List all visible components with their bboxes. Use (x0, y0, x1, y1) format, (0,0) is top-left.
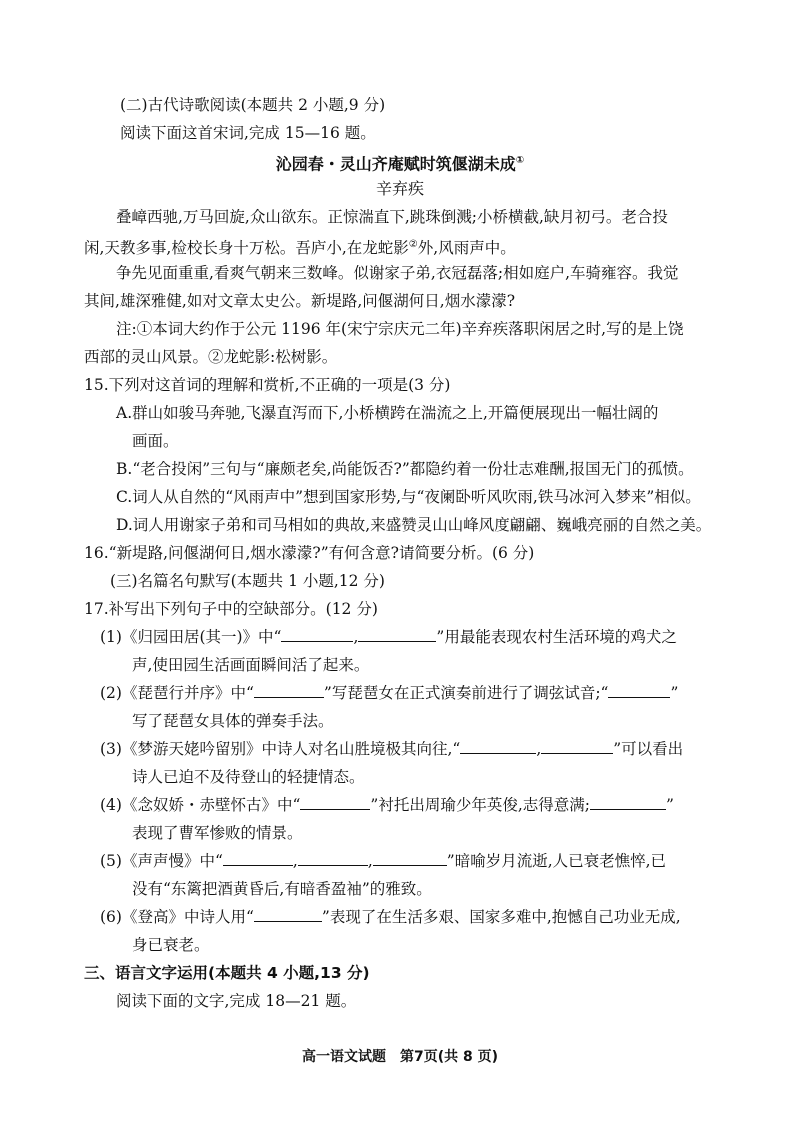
poem-author: 辛弃疾 (375, 179, 424, 198)
poem-line: 叠嶂西驰,万马回旋,众山欲东。正惊湍直下,跳珠倒溅;小桥横截,缺月初弓。老合投 (116, 208, 668, 226)
poem-line: 争先见面重重,看爽气朝来三数峰。似谢家子弟,衣冠磊落;相如庭户,车骑雍容。我觉 (116, 264, 679, 282)
answer-blank[interactable] (460, 739, 536, 754)
answer-blank[interactable] (254, 683, 324, 698)
fill-item-4: (4)《念奴娇・赤壁怀古》中“ ”衬托出周瑜少年英俊,志得意满; ” (100, 796, 674, 814)
option-a-cont: 画面。 (132, 432, 179, 450)
fill-item-2: (2)《琵琶行并序》中“ ”写琵琶女在正式演奏前进行了调弦试音;“ ” (100, 684, 679, 702)
question-15-stem: 15.下列对这首词的理解和赏析,不正确的一项是(3 分) (84, 376, 451, 394)
fill-item-1: (1)《归园田居(其一)》中“ , ”用最能表现农村生活环境的鸡犬之 (100, 628, 677, 646)
option-b: B.“老合投闲”三句与“廉颇老矣,尚能饭否?”都隐约着一份壮志难酬,报国无门的孤愤。 (116, 460, 694, 478)
fill-item-5: (5)《声声慢》中“ , , ”暗喻岁月流逝,人已衰老憔悴,已 (100, 852, 667, 870)
option-c: C.词人从自然的“风雨声中”想到国家形势,与“夜阑卧听风吹雨,铁马冰河入梦来”相似。 (116, 488, 701, 506)
fill-item-3-cont: 诗人已迫不及待登山的轻捷情态。 (132, 768, 365, 786)
poem-title: 沁园春・灵山齐庵赋时筑偃湖未成① (275, 154, 525, 174)
answer-blank[interactable] (358, 627, 436, 642)
section-instruction: 阅读下面这首宋词,完成 15—16 题。 (120, 124, 376, 142)
answer-blank[interactable] (298, 851, 368, 866)
answer-blank[interactable] (373, 851, 447, 866)
fill-item-2-cont: 写了琵琶女具体的弹奏手法。 (132, 712, 334, 730)
answer-blank[interactable] (254, 907, 322, 922)
poem-line: 其间,雄深雅健,如对文章太史公。新堤路,问偃湖何日,烟水濛濛? (84, 292, 516, 310)
section-heading: (二)古代诗歌阅读(本题共 2 小题,9 分) (120, 96, 386, 114)
answer-blank[interactable] (590, 795, 666, 810)
fill-item-4-cont: 表现了曹军惨败的情景。 (132, 824, 303, 842)
question-16-stem: 16.“新堤路,问偃湖何日,烟水濛濛?”有何含意?请简要分析。(6 分) (84, 544, 535, 562)
option-a: A.群山如骏马奔驰,飞瀑直泻而下,小桥横跨在湍流之上,开篇便展现出一幅壮阔的 (116, 404, 659, 422)
poem-note: 西部的灵山风景。②龙蛇影:松树影。 (84, 348, 338, 366)
answer-blank[interactable] (300, 795, 370, 810)
fill-item-6-cont: 身已衰老。 (132, 936, 210, 954)
fill-item-6: (6)《登高》中诗人用“ ”表现了在生活多艰、国家多难中,抱憾自己功业无成, (100, 908, 681, 926)
page-footer: 高一语文试题 第7页(共 8 页) (301, 1049, 499, 1065)
note-marker: ① (515, 155, 525, 166)
answer-blank[interactable] (281, 627, 353, 642)
answer-blank[interactable] (608, 683, 670, 698)
poem-line: 闲,天教多事,检校长身十万松。吾庐小,在龙蛇影②外,风雨声中。 (84, 239, 516, 258)
fill-item-5-cont: 没有“东篱把酒黄昏后,有暗香盈袖”的雅致。 (132, 880, 432, 898)
note-marker: ② (408, 239, 418, 250)
option-d: D.词人用谢家子弟和司马相如的典故,来盛赞灵山山峰风度翩翩、巍峨亮丽的自然之美。 (116, 516, 712, 534)
part-heading: 三、语言文字运用(本题共 4 小题,13 分) (84, 964, 370, 982)
section-heading: (三)名篇名句默写(本题共 1 小题,12 分) (110, 572, 385, 590)
answer-blank[interactable] (223, 851, 293, 866)
fill-item-1-cont: 声,使田园生活画面瞬间活了起来。 (132, 656, 370, 674)
answer-blank[interactable] (541, 739, 613, 754)
part-instruction: 阅读下面的文字,完成 18—21 题。 (116, 992, 357, 1010)
poem-note: 注:①本词大约作于公元 1196 年(宋宁宗庆元二年)辛弃疾落职闲居之时,写的是上饶 (116, 320, 684, 338)
question-17-stem: 17.补写出下列句子中的空缺部分。(12 分) (84, 600, 378, 618)
fill-item-3: (3)《梦游天姥吟留别》中诗人对名山胜境极其向往,“ , ”可以看出 (100, 740, 684, 758)
